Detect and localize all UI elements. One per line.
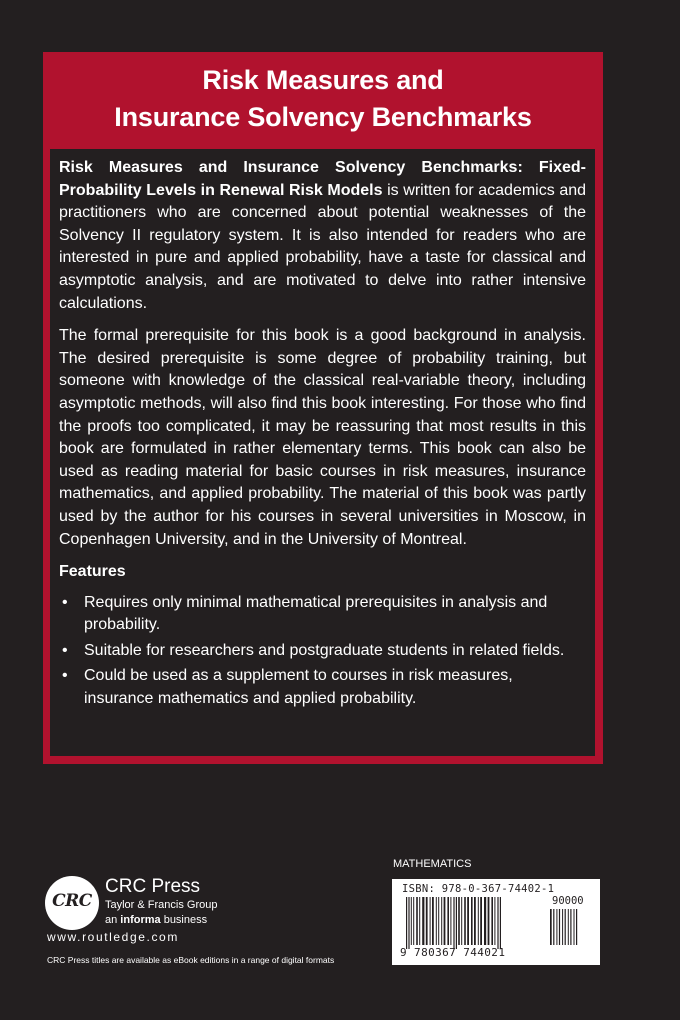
barcode-guard-bar — [497, 897, 498, 949]
barcode-addon-bar — [570, 909, 571, 945]
prerequisite-paragraph: The formal prerequisite for this book is a good background in analysis. The desired prerequisite is some degree of probability training, but someone with knowledge of the classical real-variable theory, including asymptotic methods, will also find this book interesting. For those who find the proofs too complicated, it may be reassuring that most results in this book are formulated in rather elementary terms. This book can also be used as reading material for basic courses in risk measures, insurance mathematics, and applied probability. The material of this book was partly used by the author for his courses in several universities in Moscow, in Copenhagen University, and in the University of Montreal. — [59, 327, 586, 548]
barcode-bar — [426, 897, 428, 945]
barcode-bar — [474, 897, 476, 945]
barcode-guard-bar — [453, 897, 454, 949]
price-code: 90000 — [552, 895, 584, 907]
subject-category: MATHEMATICS — [393, 858, 472, 870]
intro-bold-title: Risk Measures and Insurance Solvency Benchmarks: Fixed-Probability Levels in Renewal Risk Models — [59, 159, 586, 199]
barcode-bar — [416, 897, 418, 945]
barcode-addon-bar — [553, 909, 554, 945]
book-title — [43, 62, 603, 136]
barcode-bar — [432, 897, 434, 945]
isbn-barcode — [392, 879, 600, 965]
barcode-bar — [471, 897, 473, 945]
book-title-line-1: Risk Measures and — [202, 65, 444, 95]
barcode-bar — [411, 897, 412, 945]
barcode-bar — [444, 897, 446, 945]
bullet-icon: • — [62, 667, 68, 685]
business-brand: informa — [120, 914, 161, 926]
barcode-bar — [419, 897, 420, 945]
barcode-guard-bar — [406, 897, 407, 949]
publisher-business — [105, 913, 207, 928]
publisher-group: Taylor & Francis Group — [105, 899, 218, 911]
barcode-bar — [488, 897, 490, 945]
feature-item — [59, 640, 586, 663]
bullet-icon: • — [62, 593, 68, 611]
barcode-bar — [413, 897, 414, 945]
description-panel — [50, 149, 595, 756]
bullet-icon: • — [62, 641, 68, 659]
barcode-guard-bar — [408, 897, 409, 949]
barcode-addon-bar — [550, 909, 552, 945]
barcode-bar — [494, 897, 495, 945]
crc-logo-icon — [45, 876, 99, 930]
barcode-addon-bar — [574, 909, 575, 945]
barcode-bar — [438, 897, 439, 945]
crc-logo-text: CRC — [52, 891, 92, 911]
features-list — [59, 592, 586, 711]
feature-item — [59, 592, 586, 637]
barcode-guard-bar — [456, 897, 457, 949]
barcode-addon-bar — [568, 909, 569, 945]
barcode-bar — [491, 897, 493, 945]
barcode-digits: 9 780367 744021 — [400, 946, 506, 959]
barcode-bar — [436, 897, 437, 945]
feature-text: Requires only minimal mathematical prerequisites in analysis and probability. — [84, 593, 548, 634]
intro-text: is written for academics and practitioners who are concerned about potential weaknesses of the Solvency II regulatory system. It is also intended for readers who are interested in pure and applied probability, have a taste for classical and asymptotic analysis, and are motivated to delve into rather intensive calculations. — [59, 181, 587, 312]
barcode-bar — [430, 897, 431, 945]
barcode-bar — [484, 897, 486, 945]
feature-item — [59, 665, 586, 710]
book-title-line-2: Insurance Solvency Benchmarks — [114, 102, 532, 132]
cover-frame — [43, 52, 603, 764]
barcode-bar — [464, 897, 466, 945]
barcode-bar — [458, 897, 460, 945]
barcode-bar — [478, 897, 479, 945]
features-heading: Features — [59, 563, 126, 581]
barcode-bar — [447, 897, 449, 945]
feature-text: Suitable for researchers and postgraduate students in related fields. — [84, 641, 565, 659]
barcode-bar — [461, 897, 462, 945]
barcode-addon-bar — [556, 909, 557, 945]
barcode-bar — [480, 897, 482, 945]
barcode-addon-bar — [559, 909, 560, 945]
barcode-bar — [467, 897, 469, 945]
barcode-addon-bar — [565, 909, 566, 945]
barcode-bar — [441, 897, 442, 945]
business-prefix: an — [105, 914, 121, 926]
publisher-website: www.routledge.com — [47, 930, 179, 944]
barcode-bar — [450, 897, 451, 945]
barcode-bar — [422, 897, 424, 945]
feature-text: Could be used as a supplement to courses in risk measures, insurance mathematics and applied probability. — [84, 667, 513, 708]
publisher-name: CRC Press — [105, 876, 201, 897]
isbn-label: ISBN: 978-0-367-74402-1 — [402, 883, 555, 895]
ebook-note: CRC Press titles are available as eBook editions in a range of digital formats — [47, 955, 335, 965]
publisher-logo — [45, 876, 275, 936]
barcode-addon-bar — [576, 909, 577, 945]
intro-paragraph — [59, 157, 586, 315]
business-suffix: business — [160, 914, 208, 926]
barcode-addon-bar — [562, 909, 563, 945]
barcode-guard-bar — [500, 897, 501, 949]
